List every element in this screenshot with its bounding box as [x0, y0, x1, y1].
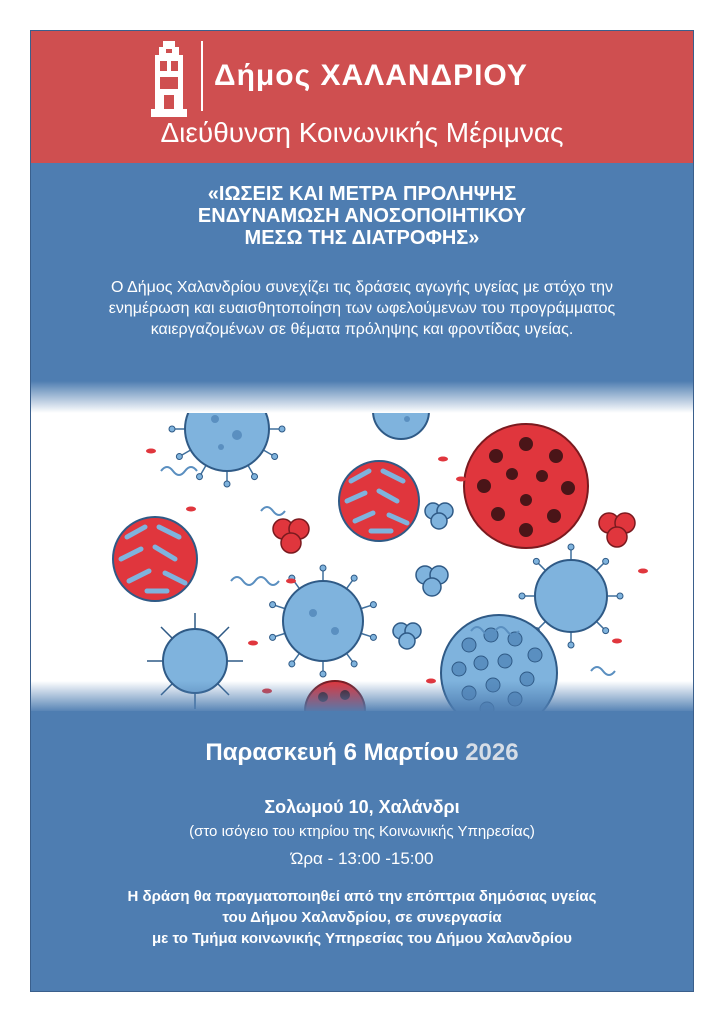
- header-band: [31, 31, 693, 163]
- event-title: [31, 183, 693, 249]
- organizer-line: του Δήμου Χαλανδρίου, σε συνεργασία: [222, 909, 502, 926]
- directorate-name: Διεύθυνση Κοινωνικής Μέριμνας: [160, 117, 564, 148]
- striped-virus: [113, 517, 197, 601]
- top-fade: [31, 381, 693, 413]
- red-virus: [464, 424, 588, 548]
- event-date: [31, 739, 693, 767]
- bottom-fade: [31, 681, 693, 713]
- date-year: 2026: [465, 739, 519, 766]
- municipality-tower-logo: [149, 41, 189, 117]
- intro-line: ενημέρωση και ευαισθητοποίηση των ωφελούμενων του προγράμματος: [108, 300, 616, 317]
- intro-paragraph: [31, 277, 693, 340]
- blue-cluster: [416, 566, 448, 596]
- event-time: Ώρα - 13:00 -15:00: [290, 849, 434, 868]
- blue-cluster: [425, 503, 453, 529]
- organizer-note: [31, 886, 693, 949]
- organizer-line: με το Τμήμα κοινωνικής Υπηρεσίας του Δήμου Χαλανδρίου: [152, 930, 572, 947]
- title-line: «ΙΩΣΕΙΣ ΚΑΙ ΜΕΤΡΑ ΠΡΟΛΗΨΗΣ: [207, 183, 517, 205]
- logo-divider: [201, 41, 203, 111]
- poster: [30, 30, 694, 992]
- address-note: (στο ισόγειο του κτηρίου της Κοινωνικής Υπηρεσίας): [189, 823, 535, 840]
- blue-cluster: [393, 623, 421, 649]
- red-cluster: [599, 513, 635, 547]
- blue-virus: [269, 565, 377, 677]
- intro-line: Ο Δήμος Χαλανδρίου συνεχίζει τις δράσεις αγωγής υγείας με στόχο την: [111, 279, 613, 296]
- event-address: Σολωμού 10, Χαλάνδρι: [264, 797, 460, 817]
- red-cluster: [273, 519, 309, 553]
- striped-virus: [339, 461, 419, 541]
- date-text: Παρασκευή 6 Μαρτίου: [205, 739, 459, 766]
- title-line: ΕΝΔΥΝΑΜΩΣΗ ΑΝΟΣΟΠΟΙΗΤΙΚΟΥ: [197, 205, 527, 227]
- virus-illustration: [31, 381, 693, 711]
- title-line: ΜΕΣΩ ΤΗΣ ΔΙΑΤΡΟΦΗΣ»: [244, 227, 480, 249]
- intro-line: καιεργαζομένων σε θέματα πρόληψης και φροντίδας υγείας.: [150, 321, 574, 338]
- municipality-name: Δήμος ΧΑΛΑΝΔΡΙΟΥ: [214, 59, 528, 92]
- organizer-line: Η δράση θα πραγματοποιηθεί από την επόπτρια δημόσιας υγείας: [127, 888, 597, 905]
